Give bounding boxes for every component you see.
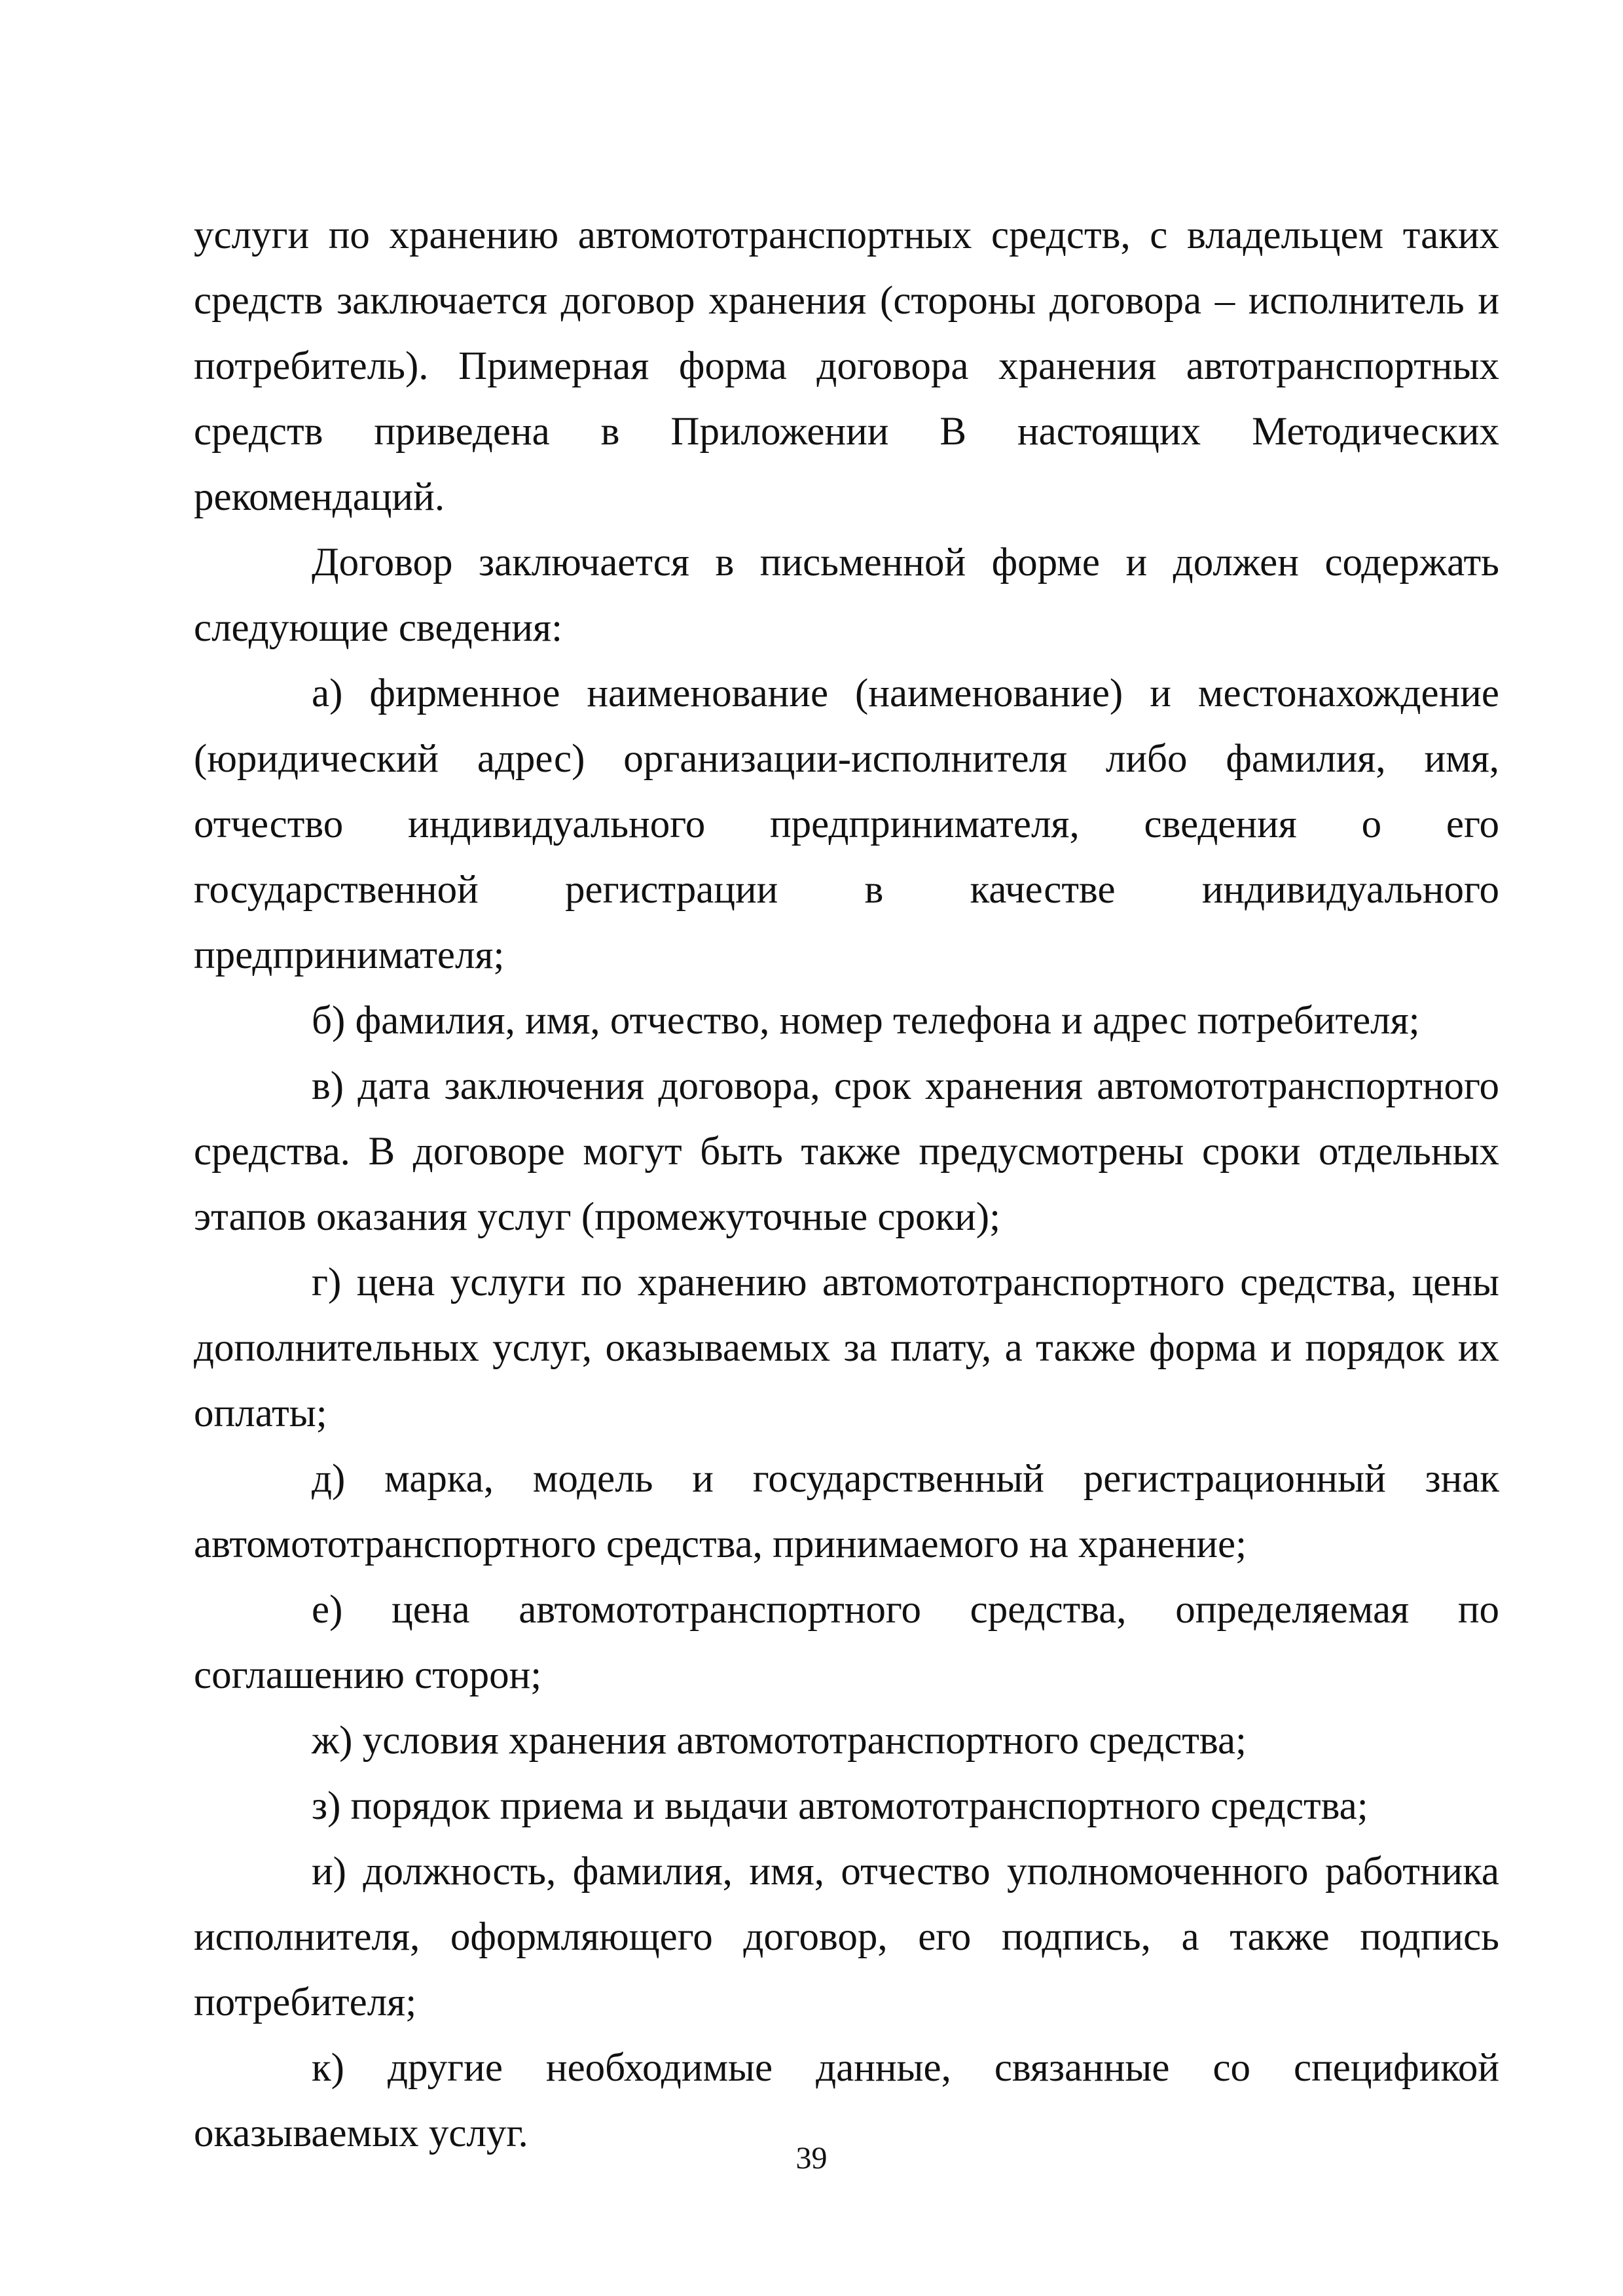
list-item-i: и) должность, фамилия, имя, отчество уполномоченного работника исполнителя, оформляющего договор, его подпись, а также подпись потребителя; (194, 1850, 1499, 2024)
page-body (194, 203, 1499, 2166)
list-item-zh: ж) условия хранения автомототранспортного средства; (312, 1719, 1247, 1763)
paragraph-contract-form: Договор заключается в письменной форме и должен содержать следующие сведения: (194, 541, 1499, 650)
list-item-b: б) фамилия, имя, отчество, номер телефона и адрес потребителя; (312, 999, 1420, 1043)
list-item-k: к) другие необходимые данные, связанные со спецификой оказываемых услуг. (194, 2046, 1499, 2155)
list-item-z: з) порядок приема и выдачи автомототранспортного средства; (312, 1784, 1368, 1828)
page-number: 39 (795, 2141, 828, 2176)
list-item-d: д) марка, модель и государственный регистрационный знак автомототранспортного средства, принимаемого на хранение; (194, 1457, 1499, 1566)
list-item-a: а) фирменное наименование (наименование) и местонахождение (юридический адрес) организации-исполнителя либо фамилия, имя, отчество индивидуального предпринимателя, сведения о его государственной регистрации в качестве индивидуального предпринимателя; (194, 672, 1499, 977)
list-item-g: г) цена услуги по хранению автомототранспортного средства, цены дополнительных услуг, оказываемых за плату, а также форма и порядок их оплаты; (194, 1261, 1499, 1435)
list-item-e: е) цена автомототранспортного средства, определяемая по соглашению сторон; (194, 1588, 1499, 1697)
list-item-v: в) дата заключения договора, срок хранения автомототранспортного средства. В договоре могут быть также предусмотрены сроки отдельных этапов оказания услуг (промежуточные сроки); (194, 1064, 1499, 1239)
paragraph-contract-intro: услуги по хранению автомототранспортных средств, с владельцем таких средств заключается договор хранения (стороны договора – исполнитель и потребитель). Примерная форма договора хранения автотранспортных средств приведена в Приложении В настоящих Методических рекомендаций. (194, 213, 1499, 519)
